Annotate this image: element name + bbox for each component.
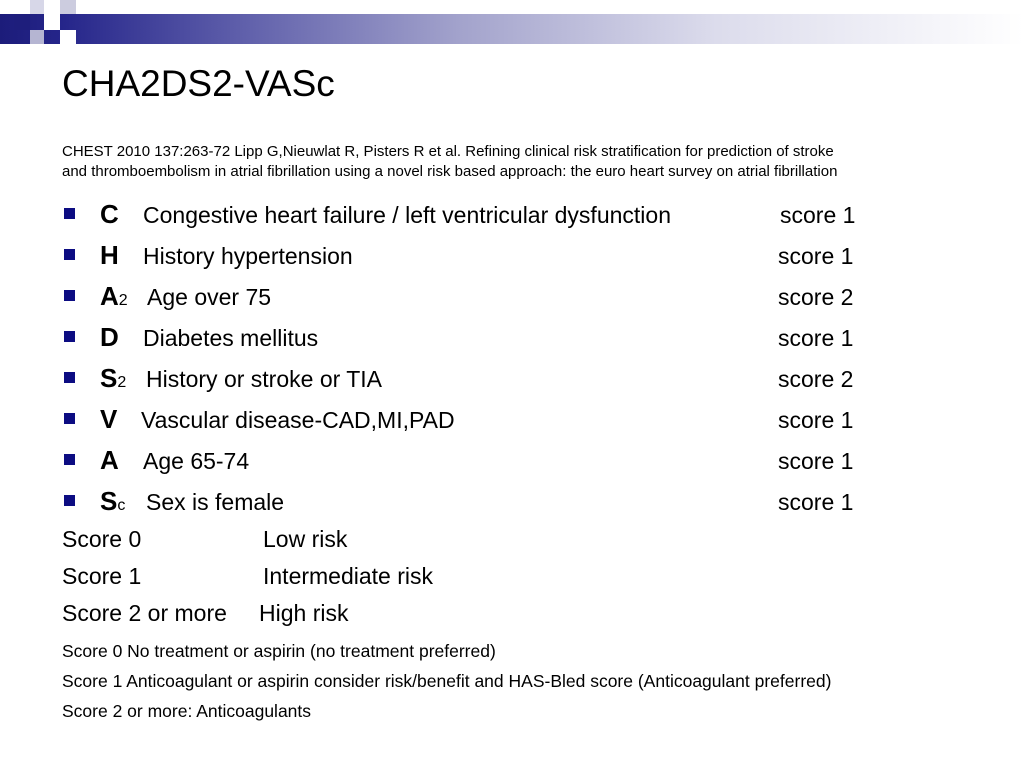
treatment-line: Score 1 Anticoagulant or aspirin consider risk/benefit and HAS-Bled score (Anticoagulant preferred) [62, 671, 832, 691]
criteria-letter: C [100, 199, 119, 229]
criteria-score: score 1 [778, 407, 854, 433]
criteria-text: Age over 75 [147, 284, 272, 310]
criteria-score: score 1 [778, 489, 854, 515]
decor-square [44, 14, 60, 30]
square-bullet-icon [64, 208, 75, 219]
square-bullet-icon [64, 372, 75, 383]
square-bullet-icon [64, 495, 75, 506]
risk-score: Score 2 or more [62, 600, 227, 626]
criteria-letter: D [100, 322, 119, 352]
citation [62, 142, 962, 182]
criteria-item [62, 280, 962, 321]
risk-score: Score 1 [62, 563, 142, 589]
treatment-line: Score 0 No treatment or aspirin (no treatment preferred) [62, 641, 496, 661]
slide-title: CHA2DS2-VASc [62, 63, 335, 104]
criteria-item [62, 239, 962, 280]
criteria-item [62, 403, 962, 444]
decor-square [30, 30, 44, 44]
criteria-item [62, 485, 962, 526]
criteria-text: Diabetes mellitus [143, 325, 319, 351]
criteria-score: score 1 [778, 448, 854, 474]
criteria-item [62, 362, 962, 403]
header-gradient-bar [0, 14, 1024, 44]
criteria-score: score 1 [780, 202, 856, 228]
citation-line: and thromboembolism in atrial fibrillation using a novel risk based approach: the euro heart survey on atrial fibrillation [62, 163, 838, 180]
criteria-letter: A [100, 445, 119, 475]
criteria-text: History or stroke or TIA [146, 366, 383, 392]
square-bullet-icon [64, 413, 75, 424]
criteria-item [62, 321, 962, 362]
risk-level: Intermediate risk [263, 563, 434, 589]
risk-row [62, 598, 762, 635]
risk-row [62, 524, 762, 561]
decor-square [60, 30, 76, 44]
criteria-text: Vascular disease-CAD,MI,PAD [141, 407, 455, 433]
criteria-text: Age 65-74 [143, 448, 250, 474]
citation-line: CHEST 2010 137:263-72 Lipp G,Nieuwlat R, Pisters R et al. Refining clinical risk stratification for prediction of stroke [62, 143, 834, 160]
risk-levels [62, 524, 762, 635]
risk-level: Low risk [263, 526, 348, 552]
risk-score: Score 0 [62, 526, 142, 552]
square-bullet-icon [64, 249, 75, 260]
criteria-score: score 2 [778, 284, 854, 310]
criteria-score: score 1 [778, 243, 854, 269]
criteria-item [62, 198, 962, 239]
treatment-notes [62, 640, 982, 730]
decor-square-accent [14, 14, 30, 30]
square-bullet-icon [64, 290, 75, 301]
criteria-score: score 1 [778, 325, 854, 351]
decor-square [30, 0, 44, 14]
criteria-letter: A2 [100, 281, 128, 311]
criteria-letter: H [100, 240, 119, 270]
risk-level: High risk [259, 600, 349, 626]
decor-square [60, 0, 76, 14]
square-bullet-icon [64, 331, 75, 342]
criteria-letter: V [100, 404, 118, 434]
criteria-letter: S2 [100, 363, 127, 393]
criteria-item [62, 444, 962, 485]
criteria-list [62, 198, 962, 526]
criteria-text: History hypertension [143, 243, 353, 269]
treatment-line: Score 2 or more: Anticoagulants [62, 701, 312, 721]
criteria-text: Sex is female [146, 489, 285, 515]
square-bullet-icon [64, 454, 75, 465]
criteria-text: Congestive heart failure / left ventricular dysfunction [143, 202, 671, 228]
criteria-letter: Sc [100, 486, 126, 516]
criteria-score: score 2 [778, 366, 854, 392]
risk-row [62, 561, 762, 598]
